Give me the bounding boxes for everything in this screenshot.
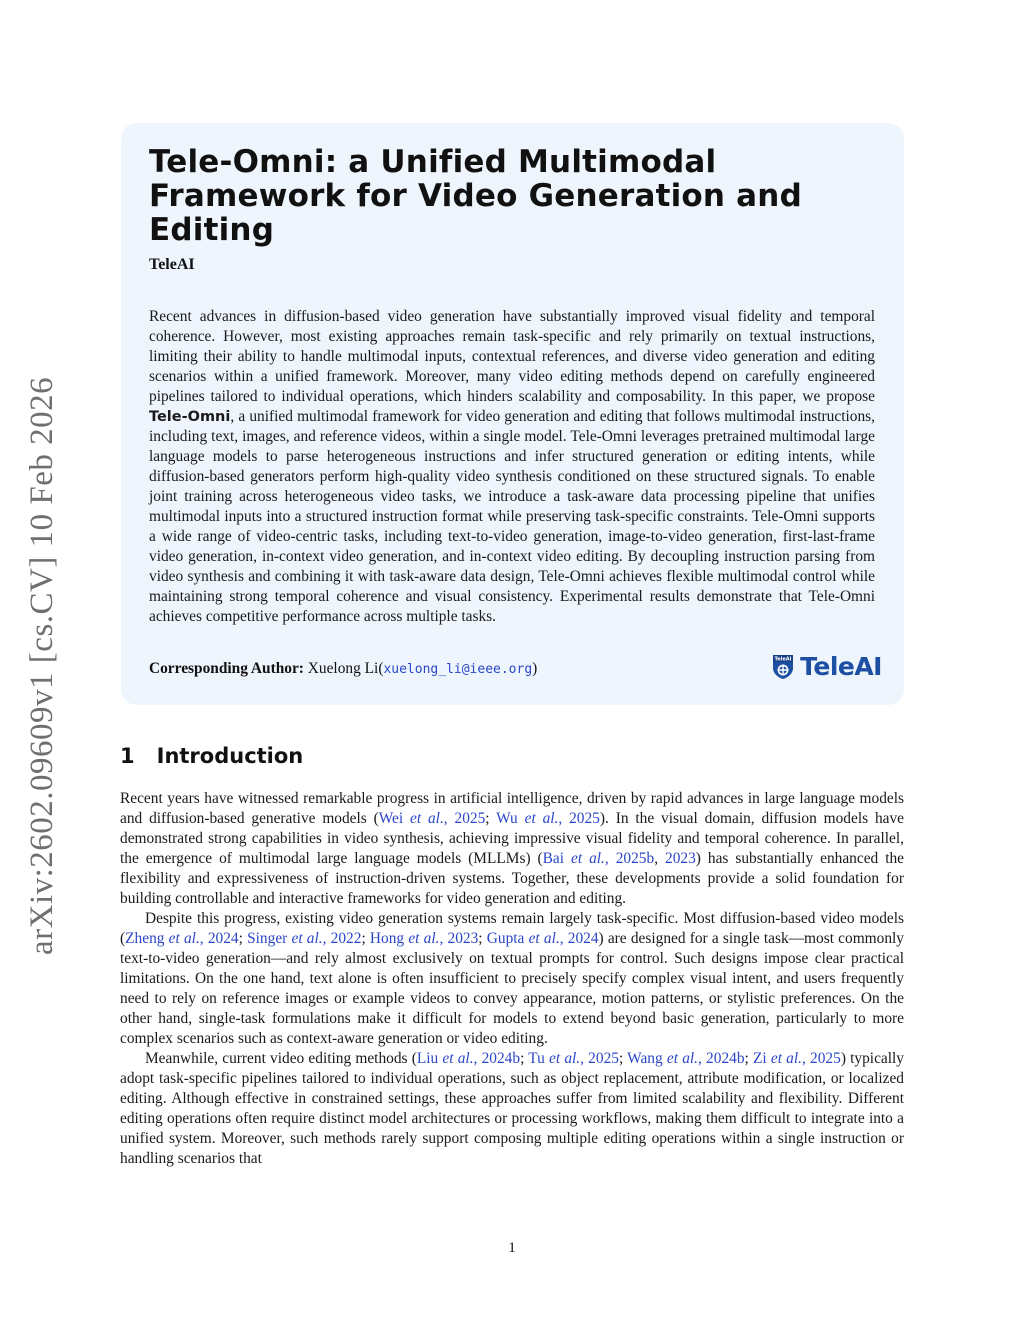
- citation-separator: ;: [618, 1050, 628, 1067]
- paragraph-text: Despite this progress, existing video generation systems remain largely task-specific. Most diffusion-based video models (: [120, 910, 904, 947]
- teleai-logo-text: TeleAI: [800, 652, 882, 681]
- intro-paragraph-3: [120, 1049, 904, 1169]
- intro-paragraph-2: [120, 909, 904, 1049]
- introduction-body: [120, 789, 904, 1169]
- citation-link[interactable]: Tu et al., 2025: [528, 1050, 619, 1067]
- affiliation: TeleAI: [149, 256, 195, 273]
- paper-title: Tele-Omni: a Unified Multimodal Framework for Video Generation and Editing: [149, 144, 802, 248]
- paragraph-text: Meanwhile, current video editing methods (: [145, 1050, 417, 1067]
- citation-link[interactable]: Wang et al., 2024b: [627, 1050, 745, 1067]
- teleai-logo: [771, 652, 882, 681]
- teleai-shield-badge-text: TeleAI: [774, 656, 792, 663]
- citation-link[interactable]: Wei et al., 2025: [378, 810, 486, 827]
- corresponding-author-label: Corresponding Author:: [149, 660, 304, 677]
- citation-separator: ;: [485, 810, 497, 827]
- citation-separator: ;: [744, 1050, 753, 1067]
- corresponding-author-email-link[interactable]: xuelong_li@ieee.org: [383, 662, 533, 677]
- citation-link[interactable]: Gupta et al., 2024: [486, 930, 599, 947]
- paragraph-text: Recent years have witnessed remarkable progress in artificial intelligence, driven by rapid advances in large language models and diffusion-based generative models (: [120, 790, 904, 827]
- page-number: 1: [508, 1240, 516, 1256]
- citation-link[interactable]: Liu et al., 2024b: [416, 1050, 521, 1067]
- citation-link[interactable]: Zheng et al., 2024: [125, 930, 239, 947]
- citation-link[interactable]: Zi et al., 2025: [753, 1050, 841, 1067]
- abstract-card: [121, 123, 904, 705]
- teleai-shield-icon: [771, 653, 795, 680]
- citation-separator: ;: [478, 930, 487, 947]
- citation-link[interactable]: Singer et al., 2022: [247, 930, 362, 947]
- intro-paragraph-1: [120, 789, 904, 909]
- paragraph-text: ) typically adopt task-specific pipelines tailored to individual operations, such as object replacement, attribute modification, or localized editing. Although effective in constrained settings, these approaches suffer from limited scalability and flexibility. Different editing operations often require distinct model architectures or processing workflows, making them difficult to integrate into a unified system. Moreover, such methods rarely support composing multiple editing operations within a single instruction or handling scenarios that: [120, 1050, 904, 1167]
- paragraph-text: ). In the visual domain, diffusion models have demonstrated strong capabilities in video synthesis, achieving impressive visual fidelity and temporal coherence. In parallel, the emergence of multimodal large language models (MLLMs) (: [120, 810, 904, 867]
- section-title: Introduction: [156, 744, 304, 768]
- citation-separator: ;: [520, 1050, 529, 1067]
- paragraph-text: ) are designed for a single task—most commonly text-to-video generation—and rely almost exclusively on textual prompts for control. Such designs impose clear practical limitations. On the one hand, text alone is often insufficient to precisely specify complex visual intent, and users frequently need to rely on reference images or example videos to convey appearance, motion patterns, or stylistic preferences. On the other hand, single-task formulations make it difficult for models to extend beyond basic generation, particularly to more complex scenarios such as context-aware generation or video editing.: [120, 930, 905, 1047]
- section-heading-introduction: [120, 744, 303, 768]
- corresponding-author-close: ): [532, 660, 538, 677]
- corresponding-author-name: Xuelong Li(: [303, 660, 384, 677]
- model-name: Tele-Omni: [149, 409, 231, 425]
- citation-link[interactable]: 2023: [665, 850, 696, 867]
- abstract-text-part: Recent advances in diffusion-based video generation have substantially improved visual fidelity and temporal coherence. However, most existing approaches remain task-specific and rely primarily on textual instructions, limiting their ability to handle multimodal inputs, contextual references, and diverse video generation and editing scenarios within a unified framework. Moreover, many video editing methods depend on carefully engineered pipelines tailored to individual operations, which hinders scalability and composability. In this paper, we propose: [149, 308, 875, 405]
- section-number: 1: [120, 744, 135, 768]
- citation-separator: ;: [238, 930, 248, 947]
- abstract-text: [149, 307, 875, 627]
- corresponding-author: [149, 659, 537, 680]
- abstract-text-part: , a unified multimodal framework for video generation and editing that follows multimodal instructions, including text, images, and reference videos, within a single model. Tele-Omni leverages pretrained multimodal large language models to parse heterogeneous instructions and infer structured generation or editing intents, while diffusion-based generators perform high-quality video synthesis conditioned on these structured signals. To enable joint training across heterogeneous video tasks, we introduce a task-aware data processing pipeline that unifies multimodal inputs into a structured instruction format while preserving task-specific constraints. Tele-Omni supports a wide range of video-centric tasks, including text-to-video generation, image-to-video generation, first-last-frame video generation, in-context video generation, and in-context video editing. By decoupling instruction parsing from video synthesis and combining it with task-aware data design, Tele-Omni achieves flexible multimodal control while maintaining strong temporal coherence and visual consistency. Experimental results demonstrate that Tele-Omni achieves competitive performance across multiple tasks.: [149, 408, 875, 625]
- paragraph-text: ) has substantially enhanced the flexibility and expressiveness of instruction-driven systems. Together, these developments provide a solid foundation for building controllable and interactive frameworks for video generation and editing.: [120, 850, 904, 907]
- citation-link[interactable]: Hong et al., 2023: [369, 930, 479, 947]
- citation-separator: ,: [654, 850, 666, 867]
- citation-separator: ;: [361, 930, 370, 947]
- citation-link[interactable]: Wu et al., 2025: [496, 810, 600, 827]
- arxiv-identifier: arXiv:2602.09609v1 [cs.CV] 10 Feb 2026: [24, 376, 60, 955]
- citation-link[interactable]: Bai et al., 2025b: [542, 850, 655, 867]
